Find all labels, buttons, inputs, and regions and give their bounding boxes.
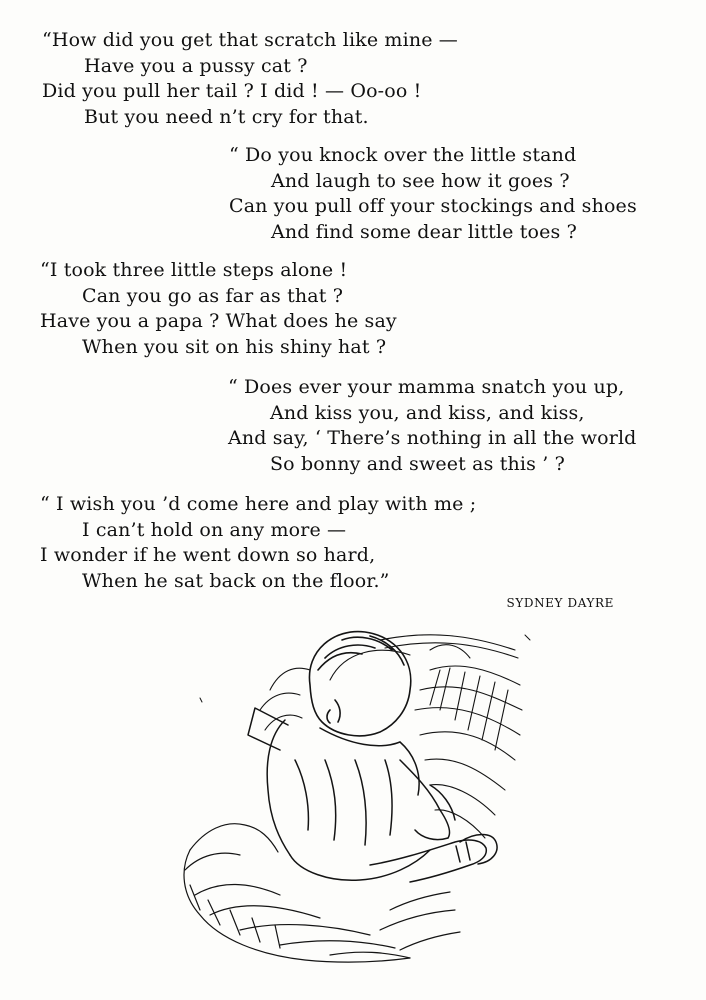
poem-line: Can you pull off your stockings and shoes [229,195,637,217]
child-arm [400,760,455,840]
poem-line: Have you a papa ? What does he say [40,310,397,332]
skirt-folds [184,824,460,962]
poem-line: When you sit on his shiny hat ? [82,335,387,358]
poem-stanza-1 [42,28,458,130]
child-sitting-illustration [130,610,550,980]
poem-line: I can’t hold on any more — [82,518,347,541]
poem-stanza-3 [40,258,397,360]
poem-line: And kiss you, and kiss, and kiss, [270,401,585,424]
poem-author: SYDNEY DAYRE [506,596,614,610]
poem-line: “How did you get that scratch like mine — [42,29,458,51]
poem-line: Have you a pussy cat ? [84,54,308,77]
child-body [248,708,430,880]
poem-line: Did you pull her tail ? I did ! — Oo-oo ! [42,80,422,102]
poem-line: When he sat back on the floor.” [82,569,390,592]
poem-line: And find some dear little toes ? [271,220,577,243]
poem-stanza-4 [228,375,636,477]
poem-line: And laugh to see how it goes ? [271,169,570,192]
poem-stanza-2 [229,143,637,245]
poem-line: So bonny and sweet as this ’ ? [270,452,565,475]
poem-stanza-5 [40,492,476,594]
poem-line: “ Does ever your mamma snatch you up, [228,376,625,398]
poem-line: “ Do you knock over the little stand [229,144,577,166]
background-hatching [260,635,522,838]
poem-line: Can you go as far as that ? [82,284,344,307]
child-head [309,632,410,736]
poem-line: “I took three little steps alone ! [40,259,348,281]
poem-line: But you need n’t cry for that. [84,105,369,128]
poem-line: “ I wish you ’d come here and play with me ; [40,493,477,515]
poem-line: I wonder if he went down so hard, [40,544,376,566]
poem-line: And say, ‘ There’s nothing in all the world [228,427,637,449]
